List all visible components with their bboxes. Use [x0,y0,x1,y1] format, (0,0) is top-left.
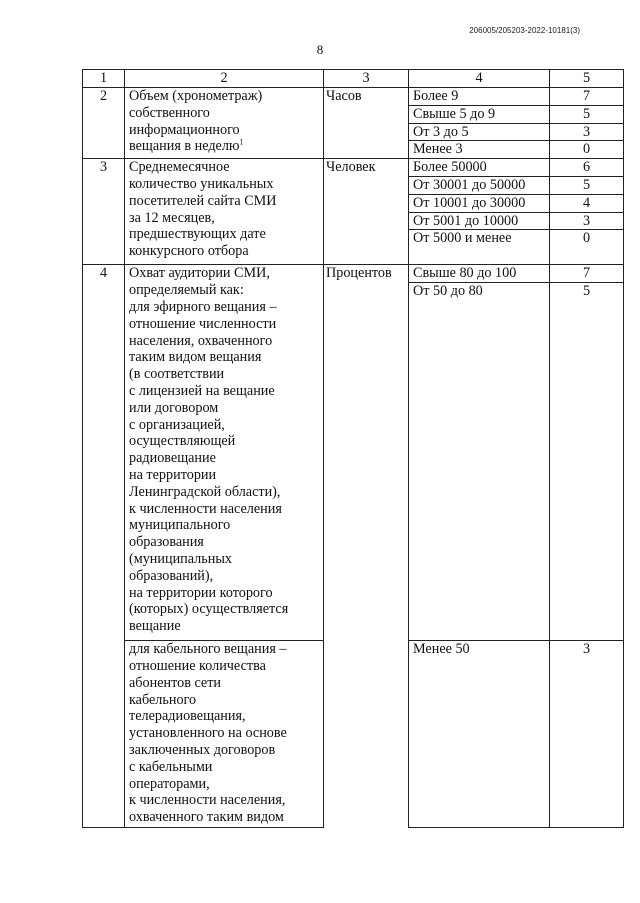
header-col-5: 5 [550,70,624,88]
header-col-1: 1 [83,70,125,88]
unit-cell: Часов [324,88,409,159]
unit-cell: Процентов [324,265,409,828]
level-score: 4 [550,194,624,212]
page-number: 8 [316,42,324,57]
level-score: 7 [550,88,624,106]
header-col-4: 4 [409,70,550,88]
level-range: От 50 до 80 [409,283,550,641]
cable-criterion-cell: для кабельного вещания – отношение количества абонентов сети кабельного телерадиовещания, установленного на основе заключенных договоров с кабельными операторами, к численности населения, охваченного таким видом [125,641,324,828]
table-header-row [83,70,624,88]
level-range: От 5000 и менее [409,230,550,265]
level-range: Более 50000 [409,159,550,177]
criterion-cell: Среднемесячное количество уникальных посетителей сайта СМИ за 12 месяцев, предшествующих дате конкурсного отбора [125,159,324,265]
row-number: 4 [83,265,125,641]
level-range: От 5001 до 10000 [409,212,550,230]
row-number: 2 [83,88,125,159]
header-col-3: 3 [324,70,409,88]
document-id: 206005/205203-2022-10181(3) [469,26,580,35]
row-number-continued [83,641,125,828]
table-row [83,159,624,177]
criterion-cell: Охват аудитории СМИ, определяемый как: для эфирного вещания – отношение численности населения, охваченного таким видом вещания (в соответствии с лицензией на вещание или договором с организацией, осуществляющей радиовещание на территории Ленинградской области), к численности населения муниципального образования (муниципальных образований), на территории которого (которых) осуществляется вещание [125,265,324,641]
header-col-2: 2 [125,70,324,88]
level-score: 5 [550,176,624,194]
level-score: 5 [550,283,624,641]
level-score: 0 [550,230,624,265]
level-score: 5 [550,105,624,123]
criterion-cell [125,88,324,159]
level-score: 7 [550,265,624,283]
level-range: Свыше 5 до 9 [409,105,550,123]
footnote-mark: 1 [239,137,244,147]
level-range: Менее 3 [409,141,550,159]
level-range: От 3 до 5 [409,123,550,141]
criterion-text: Объем (хронометраж) собственного информационного вещания в неделю [129,88,263,155]
row-number: 3 [83,159,125,265]
level-score: 0 [550,141,624,159]
level-range: Свыше 80 до 100 [409,265,550,283]
table-row [83,88,624,106]
level-score: 3 [550,641,624,828]
level-range: Менее 50 [409,641,550,828]
table-row [83,265,624,283]
level-score: 6 [550,159,624,177]
level-score: 3 [550,123,624,141]
level-range: От 10001 до 30000 [409,194,550,212]
level-range: От 30001 до 50000 [409,176,550,194]
level-score: 3 [550,212,624,230]
criteria-table [82,69,624,828]
unit-cell: Человек [324,159,409,265]
level-range: Более 9 [409,88,550,106]
